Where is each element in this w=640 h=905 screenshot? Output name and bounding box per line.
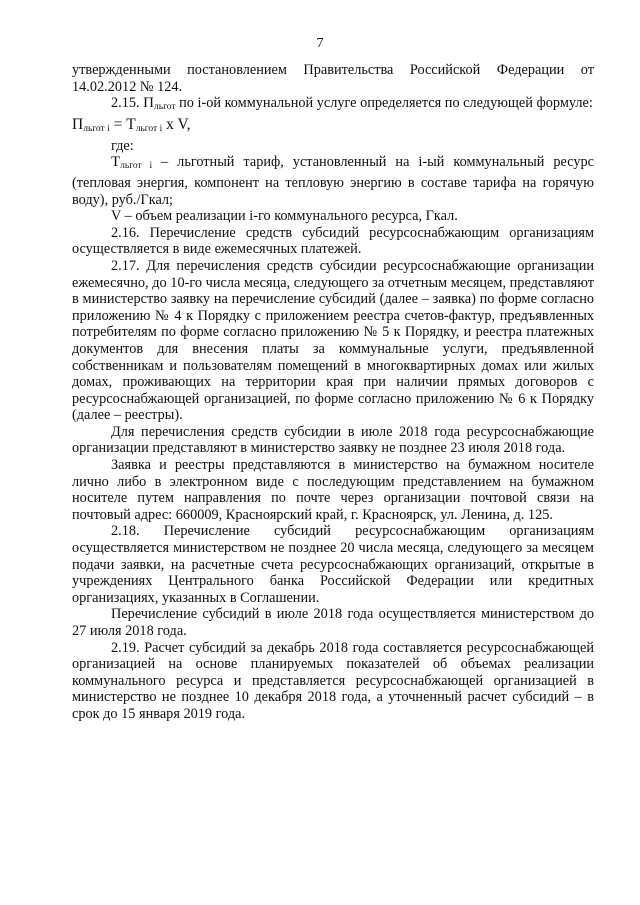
document-body bbox=[72, 62, 594, 723]
definition-tariff bbox=[72, 154, 594, 208]
formula-equals: = bbox=[109, 115, 127, 133]
formula-rest: x V, bbox=[162, 115, 191, 133]
paragraph-2-19: 2.19. Расчет субсидий за декабрь 2018 года составляется ресурсоснабжающей организацией на основе планируемых показателей об объемах реализации коммунального ресурса и представляется ресурсоснабжающей организацией в министерство не позднее 10 декабря 2018 года, а уточненный расчет субсидий – в срок до 15 января 2019 года. bbox=[72, 639, 594, 722]
formula-right-subscript: льгот i bbox=[135, 123, 163, 134]
paragraph-2-15 bbox=[72, 95, 594, 116]
paragraph-2-15-text: по i-ой коммунальной услуге определяется по следующей формуле: bbox=[175, 95, 593, 112]
formula-right-symbol: Т bbox=[126, 115, 136, 133]
paragraph-2-18-july: Перечисление субсидий в июле 2018 года осуществляется министерством до 27 июля 2018 года. bbox=[72, 606, 594, 639]
tariff-subscript: льгот i bbox=[120, 161, 153, 172]
where-label: где: bbox=[111, 137, 134, 154]
paragraph-2-17: 2.17. Для перечисления средств субсидии ресурсоснабжающие организации ежемесячно, до 10-го числа месяца, следующего за отчетным месяцем, представляют в министерство заявку на перечисление субсидий (далее – заявка) по форме согласно приложению № 4 к Порядку с приложением реестра счетов-фактур, предъявленных потребителям по форме согласно приложению № 5 к Порядку, и реестра платежных документов для внесения платы за коммунальные услуги, предъявленной собственникам и пользователям помещений в многоквартирных домах или жилых домах, проживающих на территории края при наличии прямых договоров с ресурсоснабжающей организацией, по форме согласно приложению № 6 к Порядку (далее – реестры). bbox=[72, 257, 594, 424]
tariff-symbol: Т bbox=[111, 154, 121, 171]
benefit-subscript: льгот bbox=[154, 102, 176, 113]
definition-volume: V – объем реализации i-го коммунального ресурса, Гкал. bbox=[111, 208, 458, 225]
paragraph-2-18: 2.18. Перечисление субсидий ресурсоснабжающим организациям осуществляется министерством не позднее 20 числа месяца, следующего за месяцем подачи заявки, на расчетные счета ресурсоснабжающих организаций, открытые в учреждениях Центрального банка Российской Федерации или кредитных организациях, указанных в Соглашении. bbox=[72, 523, 594, 606]
paragraph-intro: утвержденными постановлением Правительства Российской Федерации от 14.02.2012 № 124. bbox=[72, 62, 594, 95]
tariff-definition-text: – льготный тариф, установленный на i-ый коммунальный ресурс (тепловая энергия, компонент на тепловую энергию в составе тарифа на горячую воду), руб./Гкал; bbox=[72, 154, 594, 208]
formula bbox=[72, 116, 594, 138]
paragraph-2-15-number: 2.15. bbox=[111, 95, 140, 112]
paragraph-2-16: 2.16. Перечисление средств субсидий ресурсоснабжающим организациям осуществляется в виде ежемесячных платежей. bbox=[72, 224, 594, 258]
page-number: 7 bbox=[316, 36, 324, 51]
formula-left-symbol: П bbox=[72, 115, 84, 133]
benefit-symbol: П bbox=[143, 95, 155, 112]
paragraph-2-17-july: Для перечисления средств субсидии в июле 2018 года ресурсоснабжающие организации представляют в министерство заявку не позднее 23 июля 2018 года. bbox=[72, 423, 594, 457]
paragraph-2-17-paper: Заявка и реестры представляются в министерство на бумажном носителе лично либо в электронном виде с последующим представлением на бумажном носителе путем направления по почте через организации почтовой связи на почтовый адрес: 660009, Красноярский край, г. Красноярск, ул. Ленина, д. 125. bbox=[72, 457, 594, 523]
formula-left-subscript: льгот i bbox=[83, 123, 110, 134]
